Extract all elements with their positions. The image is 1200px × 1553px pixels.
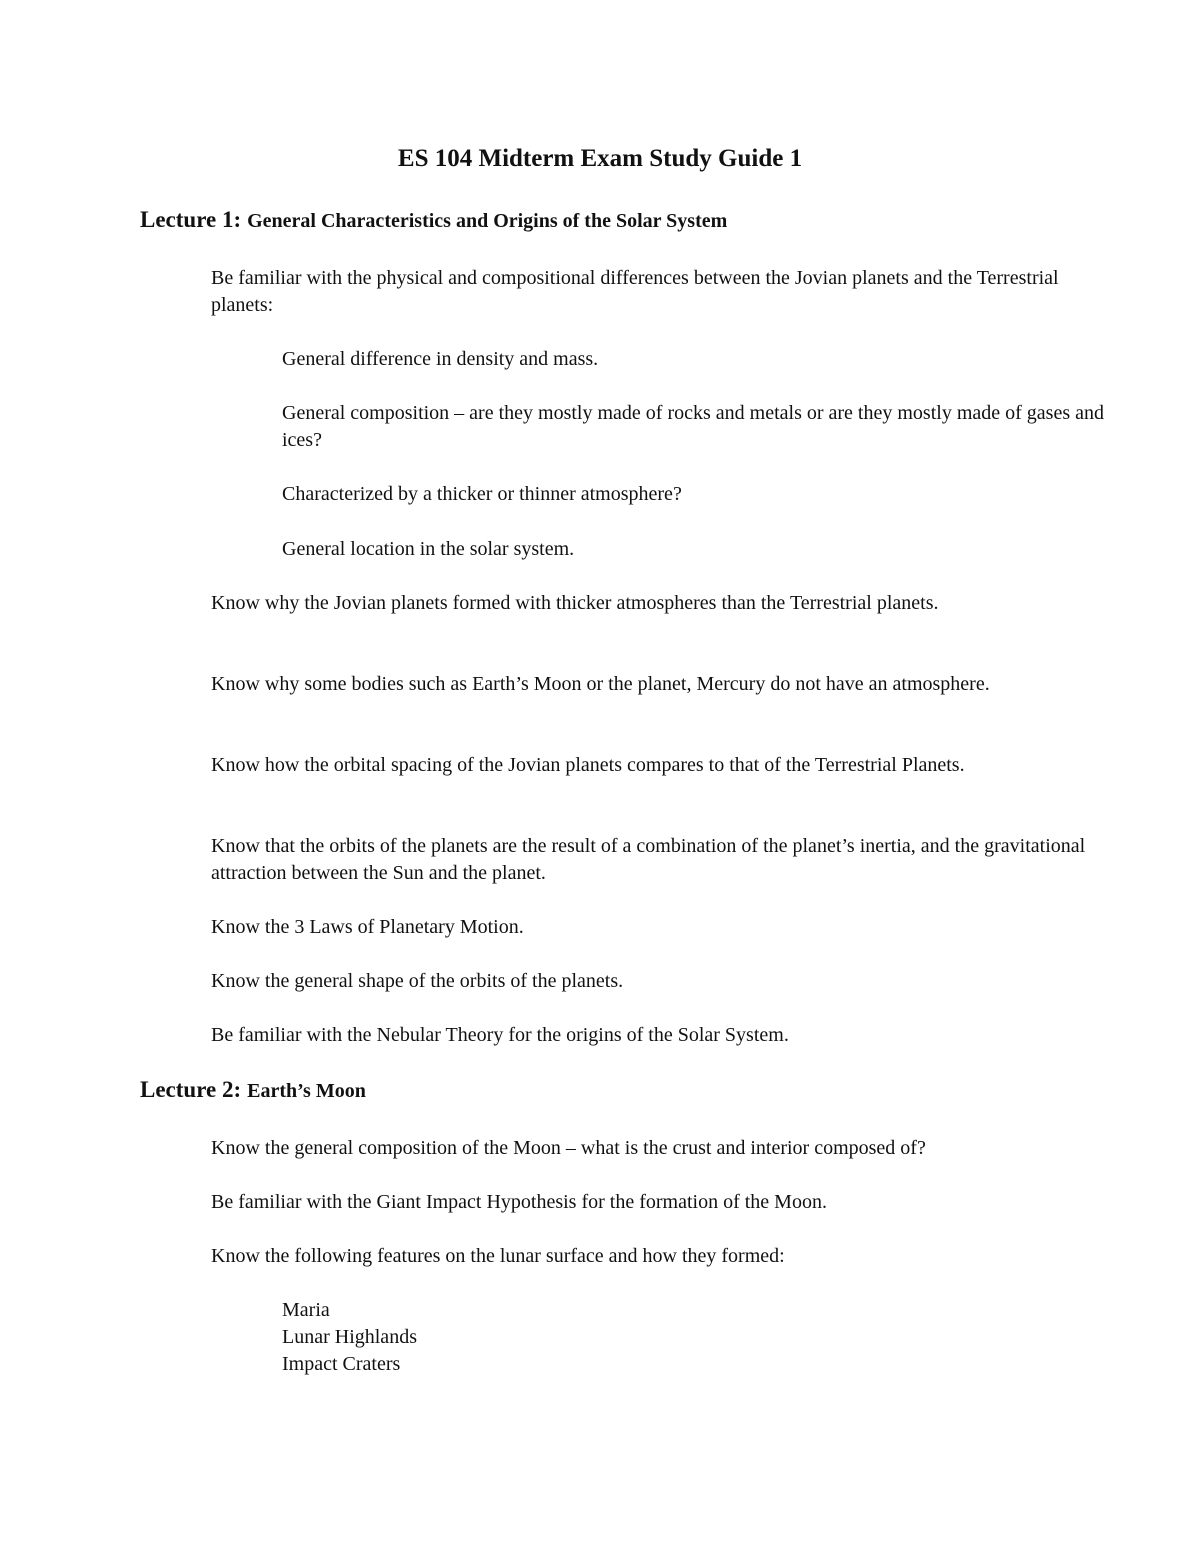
lecture-2-label: Lecture 2: <box>140 1077 242 1102</box>
lecture-1-intro: Be familiar with the physical and compositional differences between the Jovian planets and the Terrestrial planets: <box>211 267 1059 316</box>
document-title: ES 104 Midterm Exam Study Guide 1 <box>397 145 803 172</box>
lecture-1-subitem: General composition – are they mostly made of rocks and metals or are they mostly made of gases and ices? <box>282 402 1104 451</box>
list-item: Impact Craters <box>282 1353 401 1375</box>
lunar-features-list <box>282 1297 417 1378</box>
lecture-1-item: Know the general shape of the orbits of the planets. <box>211 970 624 992</box>
lecture-1-item: Know why some bodies such as Earth’s Moon or the planet, Mercury do not have an atmosphere. <box>211 673 990 695</box>
lecture-1-item: Know why the Jovian planets formed with thicker atmospheres than the Terrestrial planets. <box>211 592 939 614</box>
list-item: Lunar Highlands <box>282 1326 417 1348</box>
lecture-2-topic: Earth’s Moon <box>247 1080 366 1102</box>
lecture-2-item: Know the following features on the lunar surface and how they formed: <box>211 1245 785 1267</box>
lecture-1-label: Lecture 1: <box>140 207 242 232</box>
lecture-2-item: Know the general composition of the Moon – what is the crust and interior composed of? <box>211 1137 926 1159</box>
lecture-1-item: Know that the orbits of the planets are the result of a combination of the planet’s inertia, and the gravitational attraction between the Sun and the planet. <box>211 835 1086 884</box>
lecture-1-item: Know how the orbital spacing of the Jovian planets compares to that of the Terrestrial Planets. <box>211 754 965 776</box>
list-item: Maria <box>282 1299 330 1321</box>
lecture-1-subitem: Characterized by a thicker or thinner atmosphere? <box>282 483 682 505</box>
lecture-2-item: Be familiar with the Giant Impact Hypothesis for the formation of the Moon. <box>211 1191 827 1213</box>
lecture-1-subitem: General location in the solar system. <box>282 538 575 560</box>
lecture-1-item: Be familiar with the Nebular Theory for the origins of the Solar System. <box>211 1024 789 1046</box>
lecture-1-item: Know the 3 Laws of Planetary Motion. <box>211 916 524 938</box>
lecture-1-subitem: General difference in density and mass. <box>282 348 599 370</box>
lecture-1-topic: General Characteristics and Origins of the Solar System <box>247 210 728 232</box>
lecture-2-heading <box>140 1077 366 1104</box>
lecture-1-heading <box>140 207 727 234</box>
